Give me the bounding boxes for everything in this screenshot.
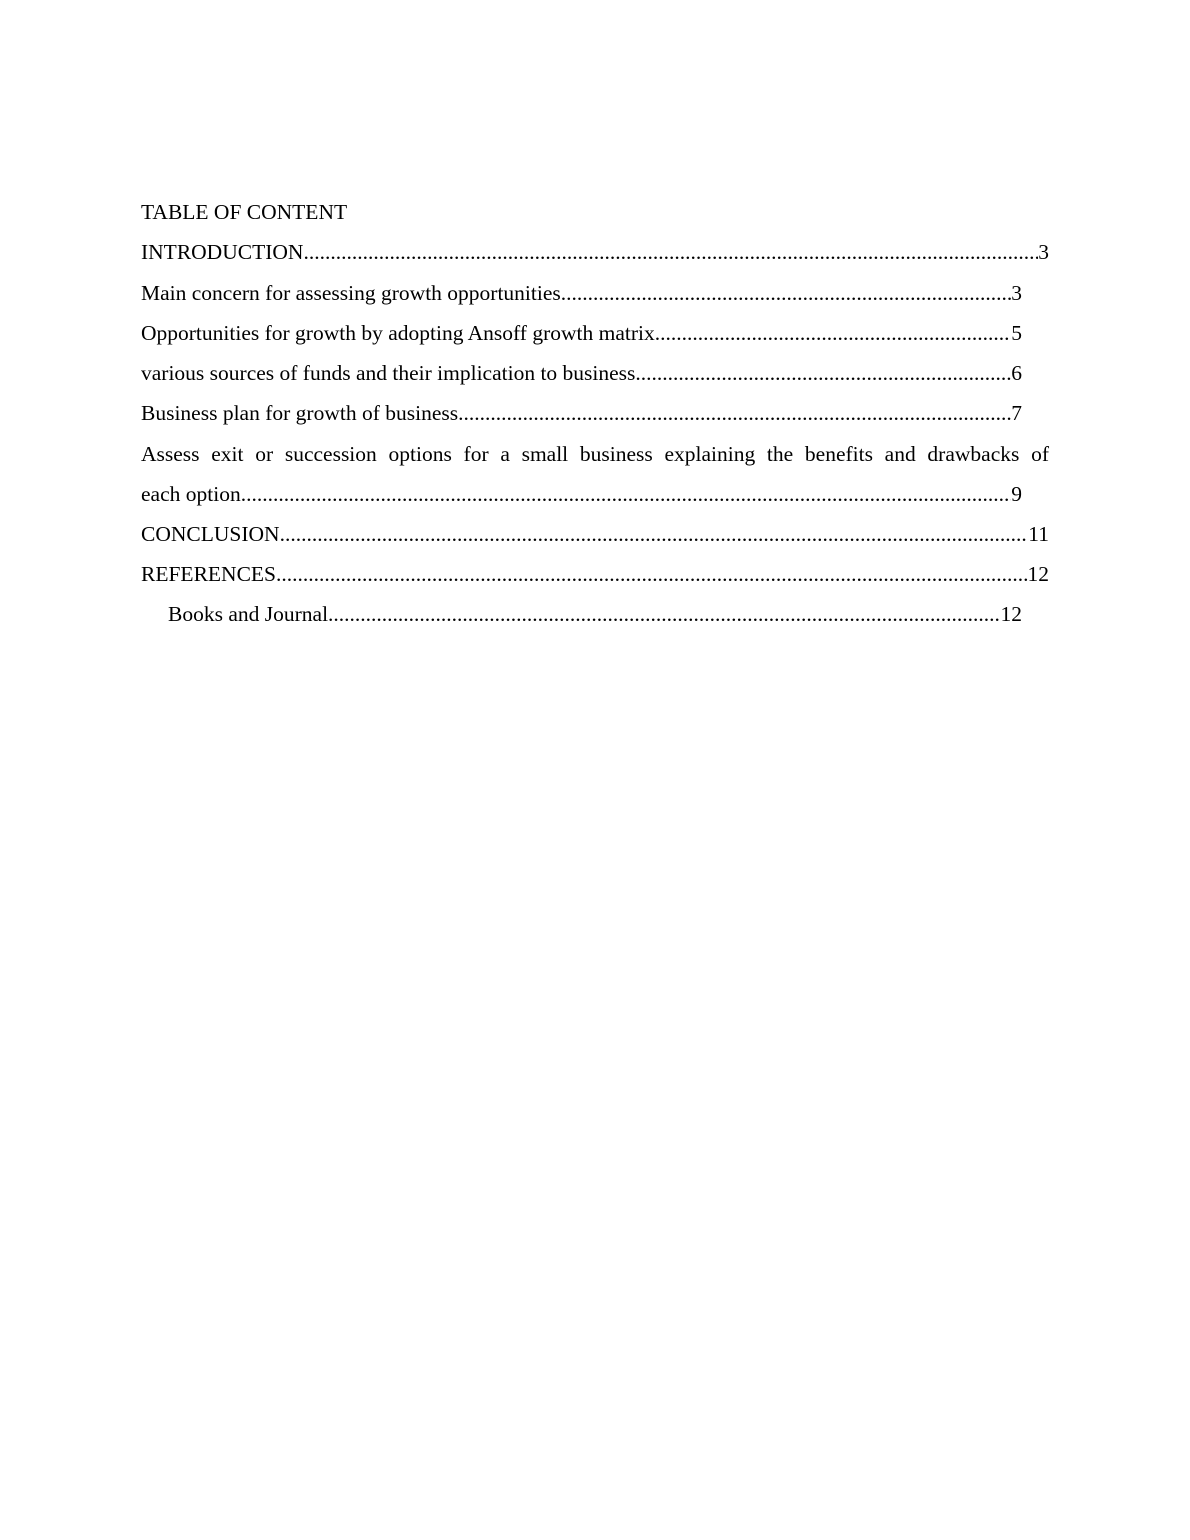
toc-page-number: 6: [1011, 361, 1022, 385]
toc-title: TABLE OF CONTENT: [141, 200, 348, 224]
toc-page-number: 3: [1011, 281, 1022, 305]
toc-entry-conclusion[interactable]: [141, 520, 1049, 548]
toc-page-number: 12: [1000, 602, 1022, 626]
toc-entry-books-and-journal[interactable]: [168, 600, 1022, 628]
toc-page-number: 7: [1011, 401, 1022, 425]
toc-dot-leader: [280, 520, 1029, 548]
toc-entry-label: Books and Journal: [168, 602, 329, 626]
toc-entry-exit-options[interactable]: [141, 480, 1022, 508]
toc-entry-references[interactable]: [141, 560, 1049, 588]
toc-entry-main-concern[interactable]: [141, 279, 1022, 307]
toc-dot-leader: [655, 319, 1011, 347]
toc-entry-label: various sources of funds and their implication to business: [141, 361, 636, 385]
toc-page-number: 5: [1011, 321, 1022, 345]
toc-dot-leader: [635, 359, 1011, 387]
toc-entry-label: INTRODUCTION: [141, 240, 304, 264]
toc-page-number: 9: [1011, 482, 1022, 506]
toc-entry-label: REFERENCES: [141, 562, 276, 586]
toc-dot-leader: [561, 279, 1011, 307]
toc-entry-business-plan[interactable]: [141, 399, 1022, 427]
toc-dot-leader: [328, 600, 1000, 628]
toc-page-number: 11: [1028, 522, 1049, 546]
toc-dot-leader: [458, 399, 1011, 427]
toc-page-number: 3: [1038, 240, 1049, 264]
toc-entry-sources-of-funds[interactable]: [141, 359, 1022, 387]
toc-entry-label: Main concern for assessing growth opportunities: [141, 281, 561, 305]
toc-entry-introduction[interactable]: [141, 238, 1049, 266]
toc-dot-leader: [241, 480, 1012, 508]
toc-dot-leader: [276, 560, 1028, 588]
toc-entry-label: each option: [141, 482, 241, 506]
toc-entry-ansoff[interactable]: [141, 319, 1022, 347]
toc-entry-label: Business plan for growth of business: [141, 401, 459, 425]
toc-entry-label: CONCLUSION: [141, 522, 280, 546]
toc-dot-leader: [303, 238, 1038, 266]
toc-entry-exit-options-line1[interactable]: Assess exit or succession options for a small business explaining the benefits and drawbacks of: [141, 442, 1049, 466]
toc-entry-label: Opportunities for growth by adopting Ansoff growth matrix: [141, 321, 655, 345]
toc-page-number: 12: [1027, 562, 1049, 586]
